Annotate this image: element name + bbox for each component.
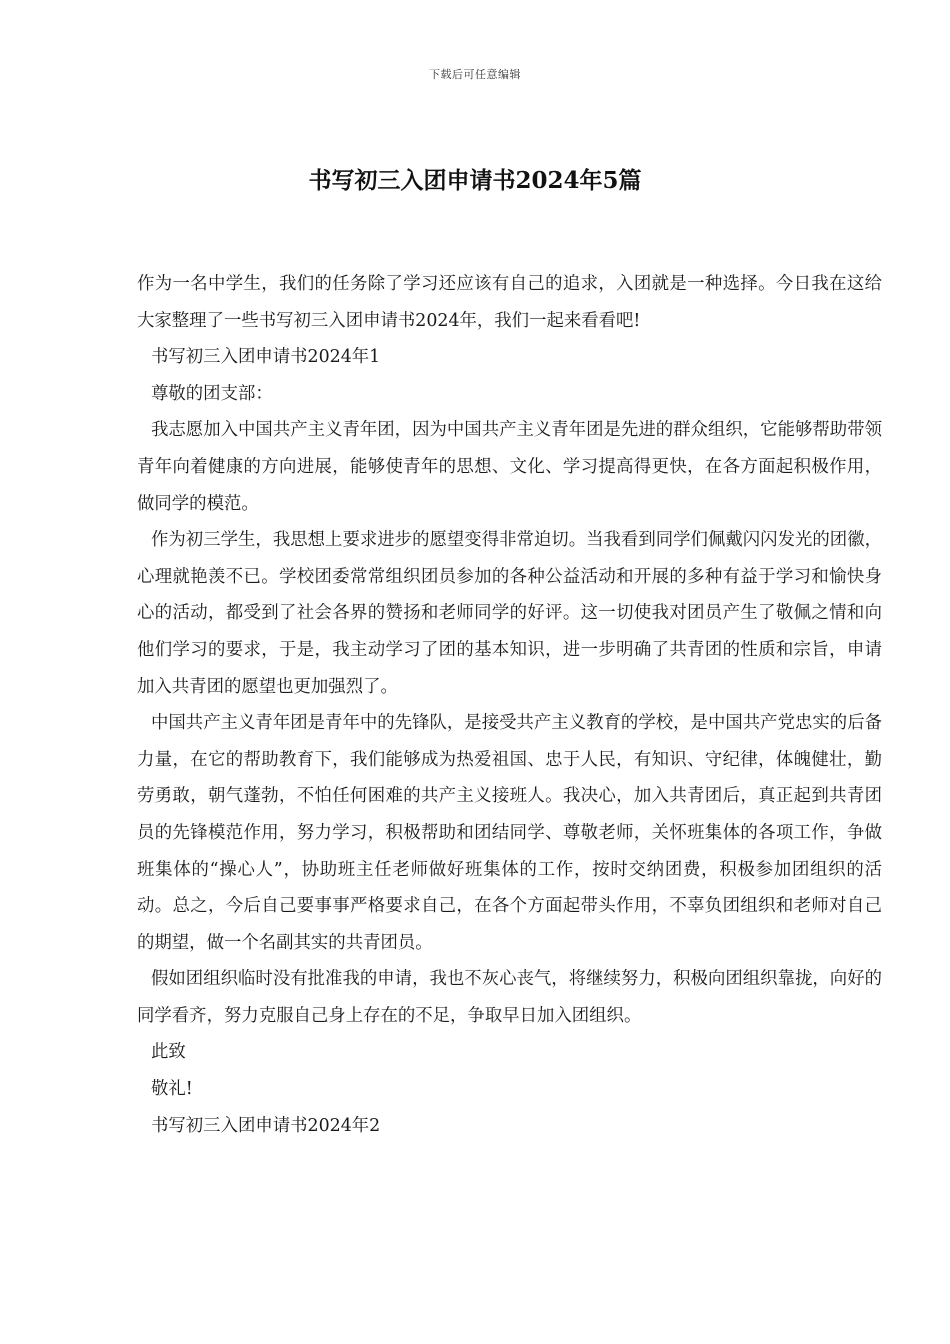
- intro-paragraph: 作为一名中学生，我们的任务除了学习还应该有自己的追求，入团就是一种选择。今日我在这给大家整理了一些书写初三入团申请书2024年，我们一起来看看吧!: [137, 274, 882, 331]
- salutation: 尊敬的团支部：: [151, 383, 273, 404]
- body-paragraph: 中国共产主义青年团是青年中的先锋队，是接受共产主义教育的学校，是中国共产党忠实的后备力量，在它的帮助教育下，我们能够成为热爱祖国、忠于人民，有知识、守纪律，体魄健壮，勤劳勇敢，朝气蓬勃，不怕任何困难的共产主义接班人。我决心，加入共青团后，真正起到共青团员的先锋模范作用，努力学习，积极帮助和团结同学、尊敬老师，关怀班集体的各项工作，争做班集体的“操心人”，协助班主任老师做好班集体的工作，按时交纳团费，积极参加团组织的活动。总之，今后自己要事事严格要求自己，在各个方面起带头作用，不辜负团组织和老师对自己的期望，做一个名副其实的共青团员。: [137, 713, 882, 953]
- header-note: 下载后可任意编辑: [429, 68, 521, 81]
- body-paragraph: 假如团组织临时没有批准我的申请，我也不灰心丧气，将继续努力，积极向团组织靠拢，向好的同学看齐，努力克服自己身上存在的不足，争取早日加入团组织。: [137, 969, 882, 1026]
- closing-line: 此致: [151, 1042, 186, 1063]
- body-paragraph: 我志愿加入中国共产主义青年团，因为中国共产主义青年团是先进的群众组织，它能够帮助带领青年向着健康的方向进展，能够使青年的思想、文化、学习提高得更快，在各方面起积极作用，做同学的模范。: [137, 420, 882, 514]
- section-heading: 书写初三入团申请书2024年1: [151, 347, 381, 368]
- closing-line: 敬礼!: [151, 1079, 193, 1100]
- document-title: 书写初三入团申请书2024年5篇: [308, 167, 642, 194]
- document-body: [137, 266, 882, 1144]
- body-paragraph: 作为初三学生，我思想上要求进步的愿望变得非常迫切。当我看到同学们佩戴闪闪发光的团徽，心理就艳羡不已。学校团委常常组织团员参加的各种公益活动和开展的多种有益于学习和愉快身心的活动，都受到了社会各界的赞扬和老师同学的好评。这一切使我对团员产生了敬佩之情和向他们学习的要求，于是，我主动学习了团的基本知识，进一步明确了共青团的性质和宗旨，申请加入共青团的愿望也更加强烈了。: [137, 530, 882, 697]
- section-heading: 书写初三入团申请书2024年2: [151, 1115, 381, 1136]
